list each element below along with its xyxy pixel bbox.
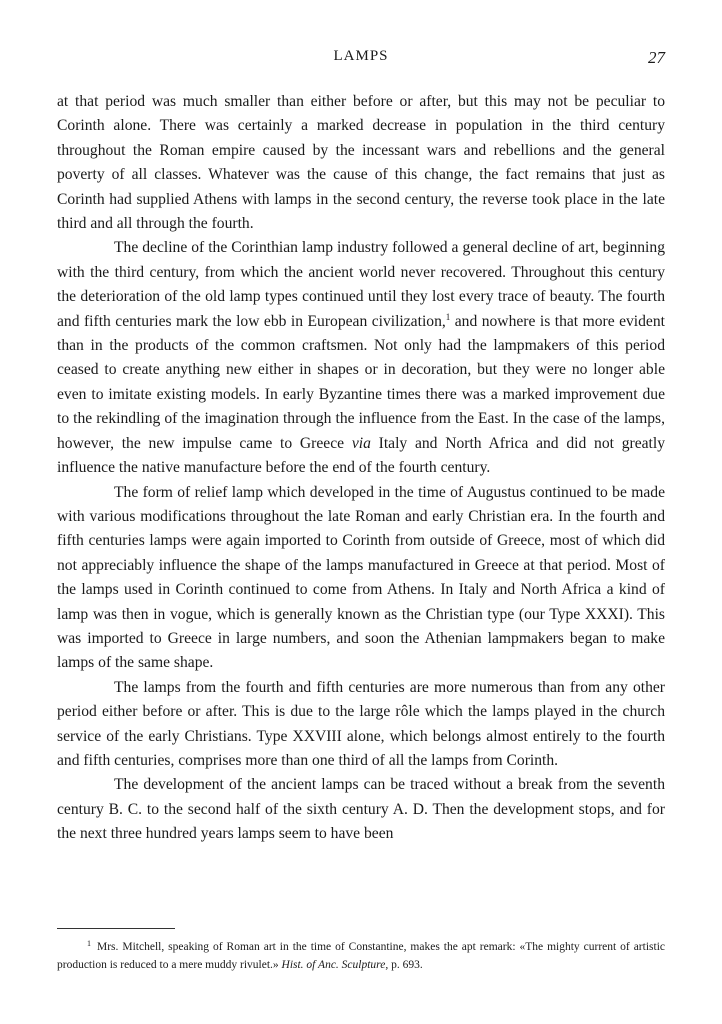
footnote-text: Mrs. Mitchell, speaking of Roman art in the time of Constantine, makes the apt remark: «The mighty current of artistic production is reduced to a mere muddy rivulet.» — [57, 941, 665, 971]
paragraph-development: The development of the ancient lamps can be traced without a break from the seventh century B. C. to the second half of the sixth century A. D. Then the development stops, and for the next three hundred years lamps seem to have been — [57, 776, 665, 843]
paragraph-fourth-fifth-centuries: The lamps from the fourth and fifth centuries are more numerous than from any other period either before or after. This is due to the large rôle which the lamps played in the church service of the early Christians. Type XXVIII alone, which belongs almost entirely to the fourth and fifth centuries, comprises more than one third of all the lamps from Corinth. — [57, 678, 665, 769]
paragraph-text: The decline of the Corinthian lamp industry followed a general decline of art, beginning with the third century, from which the ancient world never recovered. Throughout this century the deterioration of the old lamp types continued until they lost every trace of beauty. The fourth and fifth centuries mark the low ebb in European civilization, — [57, 239, 665, 330]
footnote-reference[interactable]: 1 — [445, 311, 451, 322]
footnote-page: p. 693. — [388, 959, 423, 971]
body-text — [57, 90, 665, 847]
paragraph-decline — [57, 236, 665, 480]
paragraph-relief-lamp: The form of relief lamp which developed in the time of Augustus continued to be made with various modifications throughout the late Roman and early Christian era. In the fourth and fifth centuries lamps were again imported to Corinth from outside of Greece, most of which did not appreciably influence the shape of the lamps manufactured in Greece at that period. Most of the lamps used in Corinth continued to come from Athens. In Italy and North Africa a kind of lamp was then in vogue, which is generally known as the Christian type (our Type XXXI). This was imported to Greece in large numbers, and soon the Athenian lampmakers began to make lamps of the same shape. — [57, 483, 665, 672]
paragraph-text: and nowhere is that more evident than in the products of the common craftsmen. Not only had the lampmakers of this period ceased to create anything new either in shapes or in decoration, but they were no longer able even to imitate existing models. In early Byzantine times there was a marked improvement due to the rekindling of the imagination through the influence from the East. In the case of the lamps, however, the new impulse came to Greece — [57, 312, 665, 452]
running-title: LAMPS — [333, 48, 389, 64]
running-header — [57, 48, 665, 70]
footnote — [57, 935, 665, 974]
footnote-divider — [57, 928, 175, 929]
paragraph-text: Italy and North Africa and did not greatly influence the native manufacture before the end of the fourth century. — [57, 434, 665, 477]
footnote-marker: 1 — [87, 939, 91, 948]
page-number: 27 — [648, 48, 665, 67]
paragraph-continuation: at that period was much smaller than either before or after, but this may not be peculiar to Corinth alone. There was certainly a marked decrease in population in the third century throughout the Roman empire caused by the incessant wars and rebellions and the general poverty of all classes. Whatever was the cause of this change, the fact remains that just as Corinth had supplied Athens with lamps in the second century, the reverse took place in the late third and all through the fourth. — [57, 93, 665, 233]
footnote-citation: Hist. of Anc. Sculpture, — [281, 959, 389, 971]
italic-term: via — [351, 434, 371, 452]
